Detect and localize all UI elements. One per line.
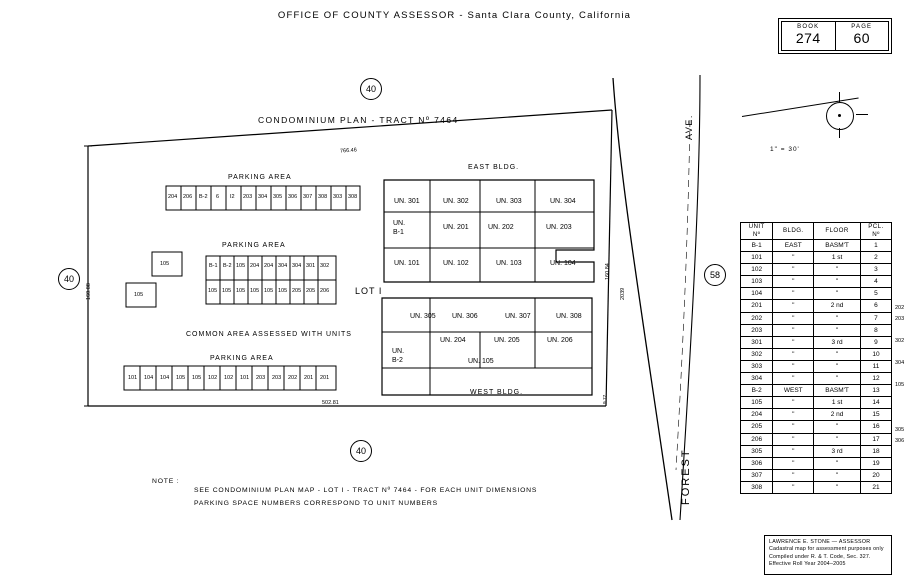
parking-stall-label: 105: [134, 292, 144, 298]
table-cell: ": [773, 276, 814, 288]
unit-label: UN. 304: [550, 198, 576, 205]
parking-stall-label: 105: [278, 288, 288, 294]
table-header-row: [741, 223, 892, 240]
table-cell: 2 nd: [814, 409, 861, 421]
table-cell: 13: [860, 385, 891, 397]
parking-stall-label: 304: [278, 263, 288, 269]
book-label: BOOK: [797, 24, 820, 30]
table-cell: ": [814, 264, 861, 276]
col-unit: UNIT Nº: [741, 223, 773, 240]
table-row: [741, 373, 892, 385]
table-cell: 203: [741, 324, 773, 336]
table-cell: ": [773, 312, 814, 324]
parking-stall-label: 104: [160, 375, 170, 381]
parking-stall-label: 203: [256, 375, 266, 381]
table-cell: 21: [860, 481, 891, 493]
parking-stall-label: 204: [264, 263, 274, 269]
parking-stall-label: 105: [192, 375, 202, 381]
table-row: [741, 409, 892, 421]
parking-stall-label: 206: [320, 288, 330, 294]
assessor-note-2: Compiled under R. & T. Code, Sec. 327.: [769, 553, 871, 560]
parking-stall-label: 202: [288, 375, 298, 381]
table-row: [741, 397, 892, 409]
unit-schedule-table: [740, 222, 892, 494]
route-circle-top: 40: [360, 78, 382, 100]
parcel-side-note: 304: [895, 360, 905, 367]
table-cell: 307: [741, 469, 773, 481]
col-bldg: BLDG.: [773, 223, 814, 240]
table-cell: 3 rd: [814, 445, 861, 457]
table-cell: 6: [860, 300, 891, 312]
unit-label: UN. 302: [443, 198, 469, 205]
parking-stall-label: B-1: [209, 263, 218, 269]
table-cell: 302: [741, 348, 773, 360]
table-cell: 201: [741, 300, 773, 312]
table-row: [741, 421, 892, 433]
parking-stall-label: 306: [288, 194, 298, 200]
table-cell: ": [814, 348, 861, 360]
note-label: NOTE :: [152, 478, 180, 485]
table-cell: ": [814, 276, 861, 288]
table-row: [741, 324, 892, 336]
table-cell: 9: [860, 336, 891, 348]
parking-stall-label: 303: [333, 194, 343, 200]
table-cell: ": [773, 324, 814, 336]
east-bldg-label: EAST BLDG.: [468, 164, 520, 171]
parcel-side-note: 306: [895, 437, 905, 444]
parking-stall-label: 301: [306, 263, 316, 269]
parking-stall-label: 101: [128, 375, 138, 381]
unit-label: UN. 308: [556, 313, 582, 320]
assessor-roll-year: Effective Roll Year 2004–2005: [769, 560, 846, 567]
unit-label: B-2: [392, 357, 403, 364]
table-cell: BASM'T: [814, 385, 861, 397]
parcel-side-note: 302: [895, 337, 905, 344]
table-cell: WEST: [773, 385, 814, 397]
parking-stall-label: 105: [264, 288, 274, 294]
parcel-side-note: 202: [895, 304, 905, 311]
table-cell: ": [773, 348, 814, 360]
table-cell: 14: [860, 397, 891, 409]
unit-label: UN. 206: [547, 337, 573, 344]
table-row: [741, 469, 892, 481]
parking-stall-label: 105: [250, 288, 260, 294]
table-cell: 1 st: [814, 252, 861, 264]
table-cell: 305: [741, 445, 773, 457]
table-cell: 2 nd: [814, 300, 861, 312]
table-cell: 10: [860, 348, 891, 360]
table-cell: 304: [741, 373, 773, 385]
table-cell: ": [773, 445, 814, 457]
table-cell: ": [814, 288, 861, 300]
parking-stall-label: 105: [222, 288, 232, 294]
table-cell: ": [773, 300, 814, 312]
table-cell: 202: [741, 312, 773, 324]
unit-label: UN. 204: [440, 337, 466, 344]
table-cell: 12: [860, 373, 891, 385]
table-cell: 3: [860, 264, 891, 276]
plan-title: CONDOMINIUM PLAN - TRACT Nº 7464: [258, 115, 459, 125]
unit-label: B-1: [393, 229, 404, 236]
dim-right-small: 9.77: [603, 394, 608, 404]
unit-label: UN. 103: [496, 260, 522, 267]
parking-stall-label: 204: [168, 194, 178, 200]
table-cell: 102: [741, 264, 773, 276]
table-cell: ": [814, 469, 861, 481]
table-cell: 5: [860, 288, 891, 300]
unit-label: UN. 301: [394, 198, 420, 205]
table-cell: ": [814, 360, 861, 372]
dim-left: 160.88: [86, 283, 92, 300]
parking-stall-label: 105: [236, 288, 246, 294]
table-cell: 1 st: [814, 397, 861, 409]
table-cell: ": [773, 252, 814, 264]
route-circle-left: 40: [58, 268, 80, 290]
unit-label: UN. 306: [452, 313, 478, 320]
table-cell: 18: [860, 445, 891, 457]
lot-label: LOT I: [355, 286, 383, 296]
unit-label: UN. 201: [443, 224, 469, 231]
parking-stall-label: 304: [292, 263, 302, 269]
table-row: [741, 312, 892, 324]
parking-stall-label: 201: [304, 375, 314, 381]
table-cell: ": [814, 481, 861, 493]
table-cell: ": [814, 457, 861, 469]
col-pcl: PCL. Nº: [860, 223, 891, 240]
table-cell: 206: [741, 433, 773, 445]
table-row: [741, 481, 892, 493]
parking-stall-label: 302: [320, 263, 330, 269]
table-cell: 7: [860, 312, 891, 324]
parking-stall-label: 105: [236, 263, 246, 269]
table-cell: 17: [860, 433, 891, 445]
table-cell: 2: [860, 252, 891, 264]
parking-stall-label: I2: [230, 194, 235, 200]
parking-stall-label: 102: [208, 375, 218, 381]
table-row: [741, 252, 892, 264]
unit-label: UN. 305: [410, 313, 436, 320]
table-cell: 19: [860, 457, 891, 469]
table-cell: 20: [860, 469, 891, 481]
table-cell: ": [814, 433, 861, 445]
parking-stall-label: 102: [224, 375, 234, 381]
table-cell: 306: [741, 457, 773, 469]
table-row: [741, 385, 892, 397]
table-cell: 103: [741, 276, 773, 288]
table-row: [741, 264, 892, 276]
parking-stall-label: 308: [348, 194, 358, 200]
parking-stall-label: 204: [250, 263, 260, 269]
table-cell: ": [814, 324, 861, 336]
parking-stall-label: 206: [183, 194, 193, 200]
unit-label: UN. 307: [505, 313, 531, 320]
table-cell: B-2: [741, 385, 773, 397]
parking-stall-label: 201: [320, 375, 330, 381]
street-name-label: FOREST: [680, 448, 692, 505]
parking-stall-label: B-2: [199, 194, 208, 200]
table-cell: ": [773, 397, 814, 409]
unit-label: UN. 202: [488, 224, 514, 231]
table-cell: ": [773, 373, 814, 385]
table-row: [741, 276, 892, 288]
unit-label: UN. 102: [443, 260, 469, 267]
table-cell: 3 rd: [814, 336, 861, 348]
table-cell: ": [773, 336, 814, 348]
parcel-side-note: 305: [895, 426, 905, 433]
unit-label: UN. 105: [468, 358, 494, 365]
table-cell: 15: [860, 409, 891, 421]
table-row: [741, 336, 892, 348]
unit-label: UN. 101: [394, 260, 420, 267]
table-cell: B-1: [741, 240, 773, 252]
parking-stall-label: 308: [318, 194, 328, 200]
table-row: [741, 445, 892, 457]
parking-stall-label: 101: [240, 375, 250, 381]
table-row: [741, 300, 892, 312]
table-cell: BASM'T: [814, 240, 861, 252]
table-cell: ": [814, 421, 861, 433]
table-cell: 204: [741, 409, 773, 421]
parking-stall-label: 203: [272, 375, 282, 381]
route-circle-right: 58: [704, 264, 726, 286]
table-cell: 301: [741, 336, 773, 348]
table-cell: ": [773, 481, 814, 493]
book-value: 274: [795, 30, 821, 46]
street-suffix-label: AVE.: [684, 114, 694, 140]
parking-area-label-1: PARKING AREA: [228, 174, 292, 181]
table-cell: 4: [860, 276, 891, 288]
unit-label: UN.: [392, 348, 405, 355]
table-row: [741, 240, 892, 252]
dim-right-2: 2039: [620, 287, 626, 300]
dim-bottom: 502.81: [322, 400, 339, 406]
parking-stall-label: 307: [303, 194, 313, 200]
table-cell: ": [814, 373, 861, 385]
parking-area-label-3: PARKING AREA: [210, 355, 274, 362]
table-cell: 104: [741, 288, 773, 300]
note-line-2: PARKING SPACE NUMBERS CORRESPOND TO UNIT NUMBERS: [194, 500, 438, 507]
parking-stall-label: 205: [292, 288, 302, 294]
table-cell: 8: [860, 324, 891, 336]
table-cell: 16: [860, 421, 891, 433]
page-value: 60: [853, 30, 871, 46]
page-label: PAGE: [851, 24, 873, 30]
table-cell: ": [773, 409, 814, 421]
table-row: [741, 348, 892, 360]
note-line-1: SEE CONDOMINIUM PLAN MAP - LOT I - TRACT Nº 7464 - FOR EACH UNIT DIMENSIONS: [194, 487, 538, 494]
assessor-note-1: Cadastral map for assessment purposes only: [769, 546, 884, 553]
parking-stall-label: 305: [273, 194, 283, 200]
unit-label: UN.: [393, 220, 406, 227]
parking-area-label-2: PARKING AREA: [222, 242, 286, 249]
unit-label: UN. 104: [550, 260, 576, 267]
table-row: [741, 433, 892, 445]
table-cell: ": [773, 360, 814, 372]
table-cell: 11: [860, 360, 891, 372]
table-cell: 308: [741, 481, 773, 493]
parking-stall-label: 104: [144, 375, 154, 381]
table-cell: ": [773, 264, 814, 276]
sheet-header-title: OFFICE OF COUNTY ASSESSOR - Santa Clara County, California: [277, 10, 632, 21]
table-cell: ": [814, 312, 861, 324]
table-cell: ": [773, 421, 814, 433]
parking-stall-label: 105: [176, 375, 186, 381]
parking-stall-label: 304: [258, 194, 268, 200]
table-cell: 303: [741, 360, 773, 372]
assessor-footer-box: [764, 535, 892, 575]
parking-stall-label: 203: [243, 194, 253, 200]
map-scale-label: 1" = 30': [770, 146, 800, 153]
parking-stall-label: 6: [216, 194, 220, 200]
parcel-side-note: 105: [895, 382, 905, 389]
table-cell: ": [773, 457, 814, 469]
route-circle-bottom: 40: [350, 440, 372, 462]
parking-stall-label: 105: [208, 288, 218, 294]
table-cell: ": [773, 288, 814, 300]
table-row: [741, 457, 892, 469]
table-cell: 1: [860, 240, 891, 252]
unit-label: UN. 203: [546, 224, 572, 231]
parcel-side-note: 203: [895, 315, 905, 322]
unit-label: UN. 303: [496, 198, 522, 205]
table-row: [741, 360, 892, 372]
assessor-name: LAWRENCE E. STONE — ASSESSOR: [769, 539, 871, 545]
table-cell: 101: [741, 252, 773, 264]
table-cell: 105: [741, 397, 773, 409]
col-floor: FLOOR: [814, 223, 861, 240]
parking-stall-label: 205: [306, 288, 316, 294]
table-cell: ": [773, 433, 814, 445]
parking-stall-label: 105: [160, 261, 170, 267]
unit-label: UN. 205: [494, 337, 520, 344]
table-cell: ": [773, 469, 814, 481]
dim-right-1: 160.84: [605, 263, 611, 280]
dim-top: 766.46: [339, 147, 358, 155]
west-bldg-label: WEST BLDG.: [470, 389, 524, 396]
common-area-label: COMMON AREA ASSESSED WITH UNITS: [186, 331, 352, 338]
table-cell: EAST: [773, 240, 814, 252]
table-cell: 205: [741, 421, 773, 433]
table-row: [741, 288, 892, 300]
parking-stall-label: B-2: [223, 263, 232, 269]
